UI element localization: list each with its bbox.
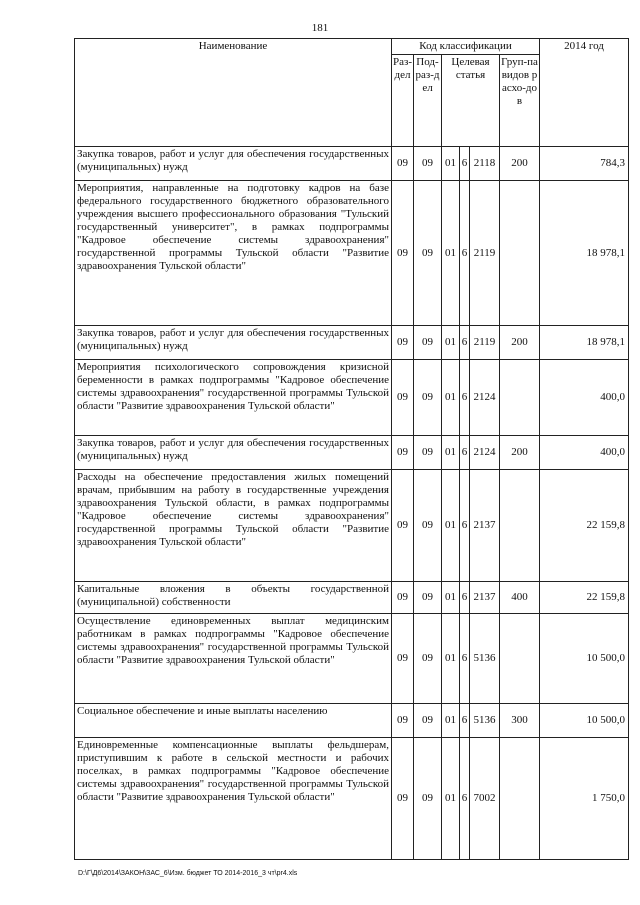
row-sum: 22 159,8 xyxy=(540,470,629,582)
row-name: Мероприятия психологического сопровождения кризисной беременности в рамках подпрограммы "Кадровое обеспечение системы здравоохранения" государственной программы Тульской области "Развитие здравоохранения Тульской области" xyxy=(75,360,392,436)
table-row xyxy=(75,614,629,704)
row-cs-subprogram: 6 xyxy=(460,704,470,738)
header-podrazdel: Под-раз-дел xyxy=(414,55,442,147)
table-row xyxy=(75,704,629,738)
row-vid-rashodov: 200 xyxy=(500,326,540,360)
row-sum: 18 978,1 xyxy=(540,326,629,360)
row-podrazdel: 09 xyxy=(414,582,442,614)
row-podrazdel: 09 xyxy=(414,738,442,860)
table-row xyxy=(75,738,629,860)
row-vid-rashodov: 200 xyxy=(500,147,540,181)
row-cs-program: 01 xyxy=(442,360,460,436)
row-name: Социальное обеспечение и иные выплаты населению xyxy=(75,704,392,738)
table-row xyxy=(75,582,629,614)
row-cs-subprogram: 6 xyxy=(460,614,470,704)
row-cs-subprogram: 6 xyxy=(460,436,470,470)
row-cs-subprogram: 6 xyxy=(460,181,470,326)
row-sum: 22 159,8 xyxy=(540,582,629,614)
row-razdel: 09 xyxy=(392,360,414,436)
row-cs-program: 01 xyxy=(442,181,460,326)
header-classification: Код классификации xyxy=(392,39,540,55)
row-name: Закупка товаров, работ и услуг для обеспечения государственных (муниципальных) нужд xyxy=(75,436,392,470)
row-cs-code: 2137 xyxy=(470,470,500,582)
row-podrazdel: 09 xyxy=(414,181,442,326)
row-cs-code: 2119 xyxy=(470,181,500,326)
row-sum: 400,0 xyxy=(540,360,629,436)
row-vid-rashodov xyxy=(500,360,540,436)
row-name: Закупка товаров, работ и услуг для обеспечения государственных (муниципальных) нужд xyxy=(75,326,392,360)
row-cs-subprogram: 6 xyxy=(460,360,470,436)
row-vid-rashodov: 200 xyxy=(500,436,540,470)
row-razdel: 09 xyxy=(392,147,414,181)
row-name: Осуществление единовременных выплат медицинским работникам в рамках подпрограммы "Кадровое обеспечение системы здравоохранения" государственной программы Тульской области "Развитие здравоохранения Тульской области" xyxy=(75,614,392,704)
row-razdel: 09 xyxy=(392,738,414,860)
table-row xyxy=(75,326,629,360)
row-vid-rashodov xyxy=(500,181,540,326)
row-cs-code: 5136 xyxy=(470,704,500,738)
row-cs-program: 01 xyxy=(442,326,460,360)
table-row xyxy=(75,436,629,470)
row-vid-rashodov: 400 xyxy=(500,582,540,614)
header-razdel: Раз-дел xyxy=(392,55,414,147)
row-cs-program: 01 xyxy=(442,704,460,738)
row-razdel: 09 xyxy=(392,582,414,614)
row-podrazdel: 09 xyxy=(414,326,442,360)
row-cs-program: 01 xyxy=(442,436,460,470)
row-razdel: 09 xyxy=(392,704,414,738)
row-podrazdel: 09 xyxy=(414,360,442,436)
table-row xyxy=(75,147,629,181)
row-cs-subprogram: 6 xyxy=(460,470,470,582)
row-sum: 18 978,1 xyxy=(540,181,629,326)
table-row xyxy=(75,470,629,582)
row-razdel: 09 xyxy=(392,614,414,704)
budget-table xyxy=(74,38,629,860)
row-cs-code: 2137 xyxy=(470,582,500,614)
header-name: Наименование xyxy=(75,39,392,147)
row-cs-code: 2124 xyxy=(470,436,500,470)
row-cs-program: 01 xyxy=(442,738,460,860)
row-name: Мероприятия, направленные на подготовку кадров на базе федерального государственного бюджетного образовательного учреждения высшего профессионального образования "Тульский государственный университет", в рамках подпрограммы "Кадровое обеспечение системы здравоохранения" государственной программы Тульской области "Развитие здравоохранения Тульской области" xyxy=(75,181,392,326)
row-razdel: 09 xyxy=(392,326,414,360)
row-cs-subprogram: 6 xyxy=(460,738,470,860)
row-cs-subprogram: 6 xyxy=(460,147,470,181)
row-cs-program: 01 xyxy=(442,614,460,704)
page-number: 181 xyxy=(311,22,329,34)
row-vid-rashodov xyxy=(500,614,540,704)
row-sum: 784,3 xyxy=(540,147,629,181)
row-podrazdel: 09 xyxy=(414,470,442,582)
row-sum: 10 500,0 xyxy=(540,614,629,704)
row-sum: 400,0 xyxy=(540,436,629,470)
row-podrazdel: 09 xyxy=(414,436,442,470)
row-name: Единовременные компенсационные выплаты фельдшерам, приступившим к работе в сельской местности и рабочих поселках, в рамках подпрограммы "Кадровое обеспечение системы здравоохранения" государственной программы Тульской области "Развитие здравоохранения Тульской области" xyxy=(75,738,392,860)
row-vid-rashodov xyxy=(500,470,540,582)
row-razdel: 09 xyxy=(392,436,414,470)
row-vid-rashodov xyxy=(500,738,540,860)
row-cs-subprogram: 6 xyxy=(460,326,470,360)
row-podrazdel: 09 xyxy=(414,614,442,704)
header-celevaya: Целевая статья xyxy=(442,55,500,147)
row-razdel: 09 xyxy=(392,181,414,326)
header-gruppa: Груп-па видов расхо-дов xyxy=(500,55,540,147)
row-cs-code: 2119 xyxy=(470,326,500,360)
row-vid-rashodov: 300 xyxy=(500,704,540,738)
row-cs-subprogram: 6 xyxy=(460,582,470,614)
row-podrazdel: 09 xyxy=(414,704,442,738)
row-name: Капитальные вложения в объекты государственной (муниципальной) собственности xyxy=(75,582,392,614)
row-sum: 1 750,0 xyxy=(540,738,629,860)
row-name: Закупка товаров, работ и услуг для обеспечения государственных (муниципальных) нужд xyxy=(75,147,392,181)
row-cs-program: 01 xyxy=(442,470,460,582)
row-name: Расходы на обеспечение предоставления жилых помещений врачам, прибывшим на работу в государственные учреждения здравоохранения Тульской области, в рамках подпрограммы "Кадровое обеспечение системы здравоохранения" государственной программы Тульской области "Развитие здравоохранения Тульской области" xyxy=(75,470,392,582)
header-year: 2014 год xyxy=(540,39,629,147)
row-cs-program: 01 xyxy=(442,147,460,181)
row-cs-program: 01 xyxy=(442,582,460,614)
row-cs-code: 5136 xyxy=(470,614,500,704)
row-cs-code: 2124 xyxy=(470,360,500,436)
row-cs-code: 7002 xyxy=(470,738,500,860)
table-row xyxy=(75,181,629,326)
row-podrazdel: 09 xyxy=(414,147,442,181)
row-cs-code: 2118 xyxy=(470,147,500,181)
file-path-footer: D:\Г\Д6\2014\ЗАКОН\ЗАС_6\Изм. бюджет ТО 2014-2016_3 чт\pr4.xls xyxy=(78,870,298,877)
row-sum: 10 500,0 xyxy=(540,704,629,738)
table-row xyxy=(75,360,629,436)
row-razdel: 09 xyxy=(392,470,414,582)
